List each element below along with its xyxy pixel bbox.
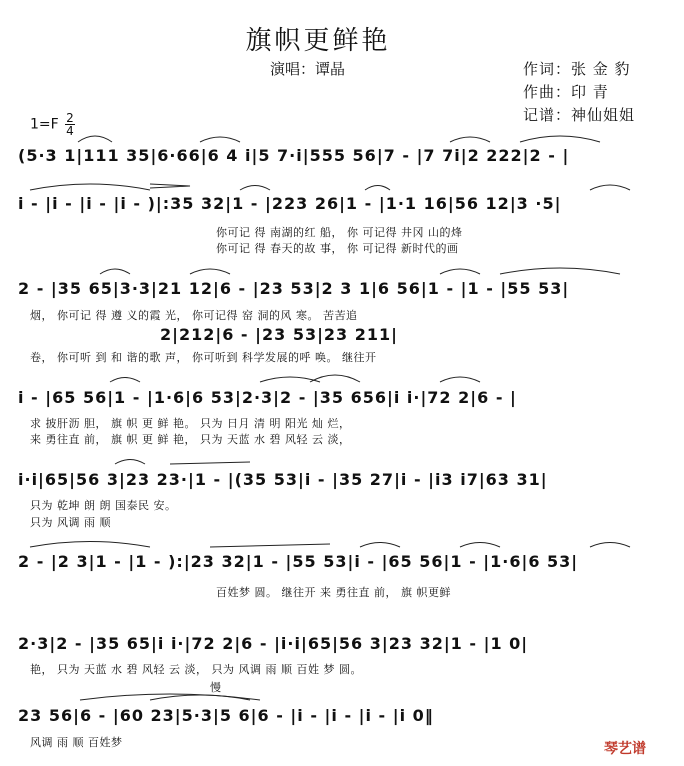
slur — [360, 543, 400, 548]
tie — [500, 268, 620, 274]
staff-line-8: 23 56|6 - |60 23|5·3|5 6|6 - |i - |i - |i - |i 0‖ — [18, 706, 434, 725]
lyric-line: 卷， 你可听 到 和 谐的歌 声， 你可听到 科学发展的呼 唤。 继往开 — [30, 351, 377, 364]
staff-line-7: 2·3|2 - |35 65|i i·|72 2|6 - |i·i|65|56 3|23 32|1 - |1 0| — [18, 634, 529, 653]
slur — [100, 269, 130, 274]
staff-line-6: 2 - |2 3|1 - |1 - ):|23 32|1 - |55 53|i - |65 56|1 - |1·6|6 53| — [18, 552, 579, 571]
lyric-line: 求 披肝沥 胆， 旗 帜 更 鲜 艳。 只为 日月 清 明 阳光 灿 烂， — [30, 417, 351, 430]
watermark-logo: 琴艺谱 — [604, 741, 646, 757]
slur — [190, 269, 230, 274]
lyric-line: 只为 风调 雨 顺 — [30, 516, 111, 529]
lyric-line: 只为 乾坤 朗 朗 国泰民 安。 — [30, 499, 177, 512]
slur — [150, 695, 250, 700]
lyricist-credit: 作词：张 金 豹 — [523, 60, 631, 78]
singer-credit: 演唱：谭晶 — [270, 60, 346, 78]
staff-line-2: i - |i - |i - |i - )|:35 32|1 - |223 26|1 - |1·1 16|56 12|3 ·5| — [18, 194, 562, 213]
lyric-line: 艳， 只为 天蓝 水 碧 风轻 云 淡， 只为 风调 雨 顺 百姓 梦 圆。 — [30, 663, 362, 676]
tie — [30, 184, 150, 190]
time-numerator: 2 — [66, 111, 74, 125]
slur — [115, 460, 145, 465]
time-denominator: 4 — [66, 124, 74, 138]
slur — [240, 186, 270, 191]
lyric-line: 你可记 得 春天的故 事， 你 可记得 新时代的画 — [216, 242, 459, 255]
staff-line-5: i·i|65|56 3|23 23·|1 - |(35 53|i - |35 27|i - |i3 i7|63 31| — [18, 470, 548, 489]
slur — [110, 378, 140, 383]
slur — [78, 136, 112, 142]
volta-2 — [210, 544, 330, 547]
transcriber-credit: 记谱：神仙姐姐 — [523, 106, 636, 124]
song-title: 旗帜更鲜艳 — [245, 26, 391, 56]
lyric-line: 来 勇往直 前， 旗 帜 更 鲜 艳， 只为 天蓝 水 碧 风轻 云 淡， — [30, 433, 351, 446]
slur — [440, 377, 480, 382]
tie — [30, 542, 150, 548]
slur — [200, 137, 240, 142]
key-label: 1=F — [30, 116, 59, 133]
lyric-line: 你可记 得 南湖的红 船， 你 可记得 井冈 山的烽 — [216, 226, 463, 239]
lyric-line: 百姓梦 圆。 继往开 来 勇往直 前， 旗 帜更鲜 — [216, 586, 451, 599]
fermata-line — [150, 184, 190, 188]
slur — [520, 136, 600, 142]
lyric-line: 烟， 你可记 得 遵 义的霞 光， 你可记得 窑 洞的风 寒。 苦苦追 — [30, 309, 358, 322]
slur — [590, 185, 630, 190]
slur — [450, 137, 490, 142]
slur — [440, 269, 480, 274]
slur — [460, 543, 500, 548]
slur — [590, 543, 630, 548]
staff-line-1: (5·3 1|111 35|6·66|6 4 i|5 7·i|555 56|7 - |7 7i|2 222|2 - | — [18, 146, 570, 165]
composer-credit: 作曲：印 青 — [523, 83, 609, 101]
staff-line-4: i - |65 56|1 - |1·6|6 53|2·3|2 - |35 656|i i·|72 2|6 - | — [18, 388, 517, 407]
tempo-marking-slow: 慢 — [210, 681, 221, 694]
volta — [170, 462, 250, 464]
staff-line-3b: 2|212|6 - |23 53|23 211| — [160, 325, 398, 344]
slur — [365, 186, 390, 191]
lyric-line: 风调 雨 顺 百姓梦 — [30, 736, 123, 749]
staff-line-3: 2 - |35 65|3·3|21 12|6 - |23 53|2 3 1|6 56|1 - |1 - |55 53| — [18, 279, 570, 298]
